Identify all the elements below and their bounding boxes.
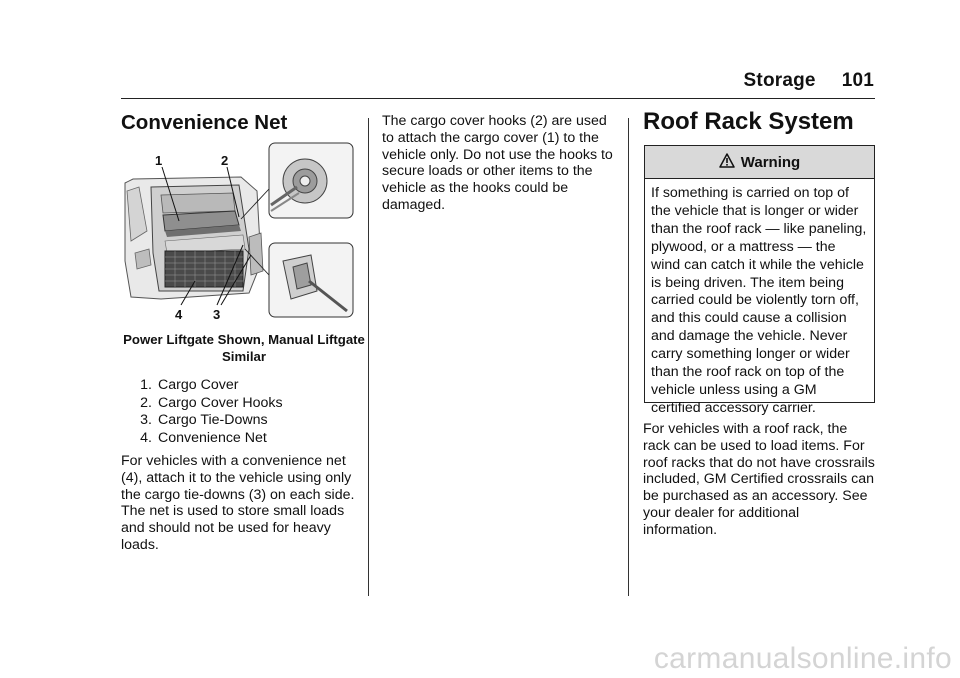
callout-1: 1 bbox=[155, 153, 163, 168]
page-header bbox=[744, 70, 874, 92]
cargo-area-illustration bbox=[121, 141, 357, 324]
callout-4: 4 bbox=[175, 307, 183, 322]
page-number: 101 bbox=[841, 70, 874, 91]
column-divider-1 bbox=[368, 118, 369, 596]
list-item: 4. Convenience Net bbox=[140, 429, 267, 446]
figure-caption: Power Liftgate Shown, Manual Liftgate Similar bbox=[123, 332, 365, 364]
callout-3: 3 bbox=[213, 307, 221, 322]
watermark: carmanualsonline.info bbox=[653, 642, 952, 675]
section-name: Storage bbox=[743, 70, 816, 91]
roof-rack-paragraph: For vehicles with a roof rack, the rack can be used to load items. For roof racks that do not have crossrails included, GM Certified crossrails can be purchased as an accessory. See your dealer for additional information. bbox=[643, 421, 875, 538]
list-item: 1. Cargo Cover bbox=[140, 377, 239, 393]
roof-rack-title: Roof Rack System bbox=[643, 108, 854, 135]
warning-text: If something is carried on top of the vehicle that is longer or wider than the roof rack — like paneling, plywood, or a mattress — the wind can catch it while the vehicle is being driven. The item being carried could be violently torn off, and this could cause a collision and damage the vehicle. Never carry something longer or wider than the roof rack on top of the vehicle unless using a GM certified accessory carrier. bbox=[651, 185, 867, 416]
cargo-hooks-paragraph: The cargo cover hooks (2) are used to attach the cargo cover (1) to the vehicle only. Do not use the hooks to secure loads or other items to the vehicle as the hooks could be damaged. bbox=[382, 113, 613, 213]
list-item: 2. Cargo Cover Hooks bbox=[140, 394, 283, 411]
convenience-net-paragraph: For vehicles with a convenience net (4), attach it to the vehicle using only the cargo tie-downs (3) on each side. The net is used to store small loads and should not be used for heavy loads. bbox=[121, 453, 355, 553]
warning-box bbox=[644, 145, 875, 416]
warning-label: Warning bbox=[740, 153, 801, 171]
warning-header bbox=[645, 146, 874, 179]
callout-2: 2 bbox=[221, 153, 229, 168]
list-item: 3. Cargo Tie-Downs bbox=[140, 412, 268, 428]
convenience-net-title: Convenience Net bbox=[121, 111, 288, 134]
column-divider-2 bbox=[628, 118, 629, 596]
parts-list bbox=[121, 377, 367, 447]
warning-triangle-icon bbox=[719, 153, 735, 172]
header-rule bbox=[121, 98, 875, 99]
